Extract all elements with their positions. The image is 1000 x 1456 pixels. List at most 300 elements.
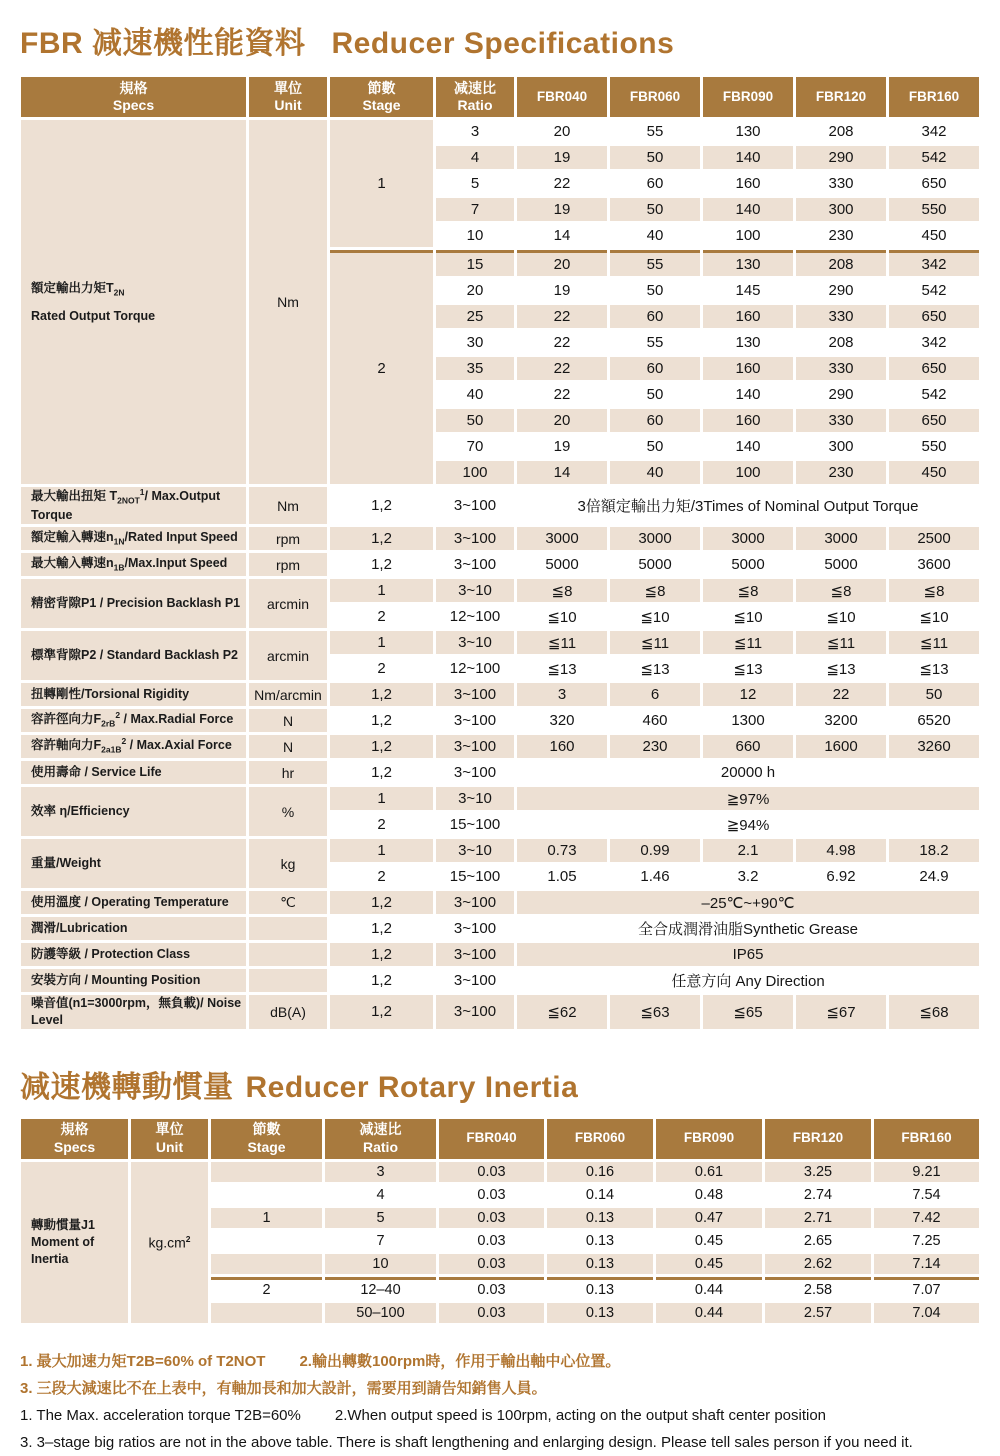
- page-title-inertia-en: Reducer Rotary Inertia: [245, 1070, 579, 1104]
- value-cell: 0.61: [656, 1162, 762, 1182]
- value-cell: 50: [610, 146, 700, 169]
- unit-cell: rpm: [249, 553, 327, 576]
- spec-label-max-axial-force: 容許軸向力$F_{2a1B}^2$ / Max.Axial Force: [21, 735, 246, 758]
- value-cell: 290: [796, 146, 886, 169]
- column-header-specs: 規格 Specs: [21, 77, 246, 117]
- value-cell: 19: [517, 279, 607, 302]
- page-title-specs-zh: FBR 减速機性能資料: [20, 27, 306, 60]
- table-row: [21, 891, 979, 914]
- value-cell: 140: [703, 435, 793, 458]
- value-cell: 0.13: [547, 1277, 653, 1300]
- unit-cell: Nm: [249, 487, 327, 524]
- value-cell: 12: [703, 683, 793, 706]
- ratio-cell: 3~100: [436, 709, 514, 732]
- unit-cell: rpm: [249, 527, 327, 550]
- value-cell: 330: [796, 172, 886, 195]
- ratio-cell: 3: [436, 120, 514, 143]
- value-cell: 290: [796, 279, 886, 302]
- ratio-cell: 12–40: [325, 1277, 436, 1300]
- spec-label-protection-class: 防護等級 / Protection Class: [21, 943, 246, 966]
- ratio-cell: 5: [436, 172, 514, 195]
- value-cell: 208: [796, 250, 886, 276]
- merged-value-cell: 20000 h: [517, 761, 979, 784]
- column-header-stage: 節數 Stage: [330, 77, 433, 117]
- spec-label-standard-backlash: 標準背隙P2 / Standard Backlash P2: [21, 631, 246, 680]
- value-cell: 14: [517, 461, 607, 484]
- unit-cell: Nm/arcmin: [249, 683, 327, 706]
- stage-cell: 1,2: [330, 709, 433, 732]
- value-cell: 0.45: [656, 1254, 762, 1274]
- ratio-cell: 15~100: [436, 865, 514, 888]
- unit-cell: [249, 917, 327, 940]
- value-cell: 0.16: [547, 1162, 653, 1182]
- stage-cell: 2: [330, 865, 433, 888]
- value-cell: 300: [796, 435, 886, 458]
- ratio-cell: 4: [436, 146, 514, 169]
- value-cell: 300: [796, 198, 886, 221]
- value-cell: 0.03: [439, 1277, 544, 1300]
- value-cell: 14: [517, 224, 607, 247]
- value-cell: 3200: [796, 709, 886, 732]
- value-cell: 230: [796, 461, 886, 484]
- value-cell: ≦67: [796, 995, 886, 1029]
- page-title-inertia: [20, 1062, 982, 1106]
- value-cell: 145: [703, 279, 793, 302]
- table-row: [21, 735, 979, 758]
- stage-cell: 1: [330, 120, 433, 247]
- model-header-fbr120: FBR120: [796, 77, 886, 117]
- value-cell: 2.65: [765, 1231, 871, 1251]
- value-cell: ≦10: [610, 605, 700, 628]
- stage-cell: 2: [330, 250, 433, 484]
- ratio-cell: 3~10: [436, 631, 514, 654]
- column-header-unit: 單位 Unit: [249, 77, 327, 117]
- value-cell: 2.57: [765, 1303, 871, 1323]
- column-header-stage: 節數 Stage: [211, 1119, 322, 1159]
- stage-cell: 1,2: [330, 487, 433, 524]
- table-row: [21, 120, 979, 143]
- ratio-cell: 15~100: [436, 813, 514, 836]
- value-cell: 0.03: [439, 1162, 544, 1182]
- value-cell: 660: [703, 735, 793, 758]
- footnote-zh-2: 3. 三段大減速比不在上表中，有軸加長和加大設計，需要用到請告知銷售人員。: [20, 1379, 547, 1397]
- value-cell: 0.13: [547, 1254, 653, 1274]
- value-cell: 7.04: [874, 1303, 979, 1323]
- stage-cell: 1: [211, 1208, 322, 1228]
- reducer-specifications-table: [18, 74, 982, 1032]
- table-row: [21, 761, 979, 784]
- value-cell: 7.14: [874, 1254, 979, 1274]
- stage-cell: 2: [330, 813, 433, 836]
- table-row: [21, 709, 979, 732]
- value-cell: 0.73: [517, 839, 607, 862]
- stage-cell: 1,2: [330, 553, 433, 576]
- ratio-cell: 3~10: [436, 579, 514, 602]
- value-cell: 1.05: [517, 865, 607, 888]
- value-cell: ≦10: [517, 605, 607, 628]
- table-row: [21, 917, 979, 940]
- page-title-specifications: [20, 18, 982, 62]
- page-title-specs-en: Reducer Specifications: [331, 27, 675, 60]
- value-cell: 140: [703, 146, 793, 169]
- value-cell: 160: [703, 305, 793, 328]
- ratio-cell: 3~10: [436, 787, 514, 810]
- ratio-cell: 3~100: [436, 969, 514, 992]
- value-cell: 160: [703, 172, 793, 195]
- ratio-cell: 100: [436, 461, 514, 484]
- value-cell: ≦63: [610, 995, 700, 1029]
- table-row: [21, 787, 979, 810]
- value-cell: 0.03: [439, 1254, 544, 1274]
- value-cell: 3.25: [765, 1162, 871, 1182]
- value-cell: ≦65: [703, 995, 793, 1029]
- stage-cell: 1: [330, 579, 433, 602]
- value-cell: ≦8: [517, 579, 607, 602]
- value-cell: 50: [610, 435, 700, 458]
- value-cell: ≦13: [703, 657, 793, 680]
- value-cell: 3000: [796, 527, 886, 550]
- value-cell: 650: [889, 357, 979, 380]
- spec-label-max-output-torque: 最大輸出扭矩 $T_{2NOT}^1/$ Max.Output Torque: [21, 487, 246, 524]
- footnote-en-1: 1. The Max. acceleration torque T2B=60% 2.When output speed is 100rpm, acting on the output shaft center position: [20, 1406, 827, 1424]
- spec-label-efficiency: 效率 η/Efficiency: [21, 787, 246, 836]
- value-cell: ≦8: [610, 579, 700, 602]
- value-cell: 50: [610, 198, 700, 221]
- ratio-cell: 3~100: [436, 527, 514, 550]
- table-row: [21, 553, 979, 576]
- spec-label-max-radial-force: 容許徑向力$F_{2rB}^2$ / Max.Radial Force: [21, 709, 246, 732]
- value-cell: 7.07: [874, 1277, 979, 1300]
- table-row: [21, 487, 979, 524]
- value-cell: 0.44: [656, 1277, 762, 1300]
- ratio-cell: 20: [436, 279, 514, 302]
- page-title-inertia-zh: 减速機轉動慣量: [20, 1070, 234, 1104]
- stage-cell: 1,2: [330, 969, 433, 992]
- value-cell: 2500: [889, 527, 979, 550]
- value-cell: 130: [703, 331, 793, 354]
- ratio-cell: 3~100: [436, 683, 514, 706]
- ratio-cell: 35: [436, 357, 514, 380]
- value-cell: 542: [889, 279, 979, 302]
- value-cell: ≦8: [889, 579, 979, 602]
- value-cell: 1.46: [610, 865, 700, 888]
- unit-cell: [249, 969, 327, 992]
- value-cell: 230: [796, 224, 886, 247]
- ratio-cell: 3~100: [436, 761, 514, 784]
- ratio-cell: 50: [436, 409, 514, 432]
- spec-label-max-input-speed: 最大輸入轉速$n_{1B}/Max.Input$ Speed: [21, 553, 246, 576]
- value-cell: 140: [703, 383, 793, 406]
- value-cell: 19: [517, 146, 607, 169]
- ratio-cell: 12~100: [436, 605, 514, 628]
- ratio-cell: 3~100: [436, 487, 514, 524]
- stage-cell: [211, 1231, 322, 1251]
- stage-cell: 2: [330, 605, 433, 628]
- value-cell: 342: [889, 250, 979, 276]
- value-cell: 3000: [517, 527, 607, 550]
- ratio-cell: 3: [325, 1162, 436, 1182]
- value-cell: 19: [517, 198, 607, 221]
- model-header-fbr060: FBR060: [547, 1119, 653, 1159]
- value-cell: 22: [517, 172, 607, 195]
- value-cell: 0.48: [656, 1185, 762, 1205]
- value-cell: 160: [703, 409, 793, 432]
- value-cell: 290: [796, 383, 886, 406]
- unit-cell: hr: [249, 761, 327, 784]
- unit-cell: N: [249, 709, 327, 732]
- value-cell: ≦8: [796, 579, 886, 602]
- spec-label-operating-temperature: 使用溫度 / Operating Temperature: [21, 891, 246, 914]
- stage-cell: [211, 1303, 322, 1323]
- value-cell: 50: [610, 383, 700, 406]
- table-row: [21, 527, 979, 550]
- value-cell: 450: [889, 224, 979, 247]
- value-cell: ≦13: [889, 657, 979, 680]
- value-cell: 320: [517, 709, 607, 732]
- unit-cell: arcmin: [249, 579, 327, 628]
- value-cell: 22: [796, 683, 886, 706]
- column-header-ratio: 减速比 Ratio: [325, 1119, 436, 1159]
- value-cell: 3260: [889, 735, 979, 758]
- value-cell: 22: [517, 357, 607, 380]
- unit-cell: ℃: [249, 891, 327, 914]
- value-cell: 0.99: [610, 839, 700, 862]
- stage-cell: 1: [330, 631, 433, 654]
- ratio-cell: 3~100: [436, 891, 514, 914]
- stage-cell: [211, 1254, 322, 1274]
- value-cell: ≦11: [889, 631, 979, 654]
- ratio-cell: 3~100: [436, 995, 514, 1029]
- stage-cell: 1,2: [330, 917, 433, 940]
- table-row: [21, 683, 979, 706]
- value-cell: 208: [796, 331, 886, 354]
- value-cell: 342: [889, 331, 979, 354]
- value-cell: 20: [517, 120, 607, 143]
- merged-value-cell: ≧94%: [517, 813, 979, 836]
- unit-cell: Nm: [249, 120, 327, 484]
- value-cell: 6.92: [796, 865, 886, 888]
- value-cell: 160: [703, 357, 793, 380]
- value-cell: 650: [889, 305, 979, 328]
- spec-label-precision-backlash: 精密背隙P1 / Precision Backlash P1: [21, 579, 246, 628]
- ratio-cell: 70: [436, 435, 514, 458]
- value-cell: 4.98: [796, 839, 886, 862]
- table-header-row: [21, 77, 979, 117]
- value-cell: 140: [703, 198, 793, 221]
- value-cell: 0.44: [656, 1303, 762, 1323]
- table-header-row: [21, 1119, 979, 1159]
- ratio-cell: 3~100: [436, 735, 514, 758]
- value-cell: 19: [517, 435, 607, 458]
- ratio-cell: 10: [436, 224, 514, 247]
- value-cell: 60: [610, 305, 700, 328]
- value-cell: 7.54: [874, 1185, 979, 1205]
- value-cell: 20: [517, 250, 607, 276]
- spec-label-rated-output-torque: 額定輸出力矩$T_{2N}$ Rated Output Torque: [21, 120, 246, 484]
- column-header-unit: 單位 Unit: [131, 1119, 208, 1159]
- value-cell: 24.9: [889, 865, 979, 888]
- merged-value-cell: 任意方向 Any Direction: [517, 969, 979, 992]
- spec-label-lubrication: 潤滑/Lubrication: [21, 917, 246, 940]
- value-cell: 650: [889, 172, 979, 195]
- value-cell: ≦13: [517, 657, 607, 680]
- ratio-cell: 3~10: [436, 839, 514, 862]
- value-cell: 60: [610, 357, 700, 380]
- ratio-cell: 3~100: [436, 553, 514, 576]
- value-cell: 2.62: [765, 1254, 871, 1274]
- value-cell: 55: [610, 250, 700, 276]
- stage-cell: 1: [330, 839, 433, 862]
- merged-value-cell: –25℃~+90℃: [517, 891, 979, 914]
- spec-label-torsional-rigidity: 扭轉剛性/Torsional Rigidity: [21, 683, 246, 706]
- value-cell: ≦10: [703, 605, 793, 628]
- unit-cell: kg: [249, 839, 327, 888]
- unit-cell: arcmin: [249, 631, 327, 680]
- table-row: [21, 995, 979, 1029]
- stage-cell: 2: [211, 1277, 322, 1300]
- stage-cell: 2: [330, 657, 433, 680]
- value-cell: 6: [610, 683, 700, 706]
- stage-cell: [211, 1185, 322, 1205]
- value-cell: 40: [610, 461, 700, 484]
- value-cell: 1600: [796, 735, 886, 758]
- value-cell: 230: [610, 735, 700, 758]
- ratio-cell: 10: [325, 1254, 436, 1274]
- value-cell: 0.13: [547, 1231, 653, 1251]
- table-row: [21, 631, 979, 654]
- value-cell: 1300: [703, 709, 793, 732]
- ratio-cell: 40: [436, 383, 514, 406]
- value-cell: ≦13: [610, 657, 700, 680]
- value-cell: 100: [703, 461, 793, 484]
- value-cell: 0.03: [439, 1231, 544, 1251]
- value-cell: 130: [703, 250, 793, 276]
- value-cell: 650: [889, 409, 979, 432]
- model-header-fbr090: FBR090: [703, 77, 793, 117]
- value-cell: 3600: [889, 553, 979, 576]
- table-row: [21, 839, 979, 862]
- value-cell: 208: [796, 120, 886, 143]
- model-header-fbr160: FBR160: [889, 77, 979, 117]
- column-header-specs: 規格 Specs: [21, 1119, 128, 1159]
- merged-value-cell: IP65: [517, 943, 979, 966]
- stage-cell: 1,2: [330, 527, 433, 550]
- value-cell: 2.1: [703, 839, 793, 862]
- value-cell: 18.2: [889, 839, 979, 862]
- value-cell: 0.13: [547, 1303, 653, 1323]
- value-cell: 100: [703, 224, 793, 247]
- ratio-cell: 7: [436, 198, 514, 221]
- value-cell: ≦11: [796, 631, 886, 654]
- merged-value-cell: ≧97%: [517, 787, 979, 810]
- spec-label-moment-of-inertia: 轉動慣量J1 Moment of Inertia: [21, 1162, 128, 1323]
- footnotes: [20, 1348, 982, 1456]
- value-cell: ≦62: [517, 995, 607, 1029]
- model-header-fbr040: FBR040: [439, 1119, 544, 1159]
- table-row: [21, 1162, 979, 1182]
- stage-cell: 1,2: [330, 891, 433, 914]
- value-cell: ≦11: [517, 631, 607, 654]
- value-cell: ≦13: [796, 657, 886, 680]
- value-cell: 0.03: [439, 1303, 544, 1323]
- value-cell: 40: [610, 224, 700, 247]
- ratio-cell: 15: [436, 250, 514, 276]
- value-cell: 5000: [703, 553, 793, 576]
- model-header-fbr120: FBR120: [765, 1119, 871, 1159]
- spec-label-weight: 重量/Weight: [21, 839, 246, 888]
- value-cell: 3000: [610, 527, 700, 550]
- model-header-fbr040: FBR040: [517, 77, 607, 117]
- value-cell: 0.14: [547, 1185, 653, 1205]
- ratio-cell: 3~100: [436, 943, 514, 966]
- unit-cell: N: [249, 735, 327, 758]
- ratio-cell: 7: [325, 1231, 436, 1251]
- footnote-zh-1: 1. 最大加速力矩T2B=60% of T2NOT 2.輸出轉數100rpm時，作用于輸出軸中心位置。: [20, 1352, 621, 1370]
- value-cell: 0.13: [547, 1208, 653, 1228]
- ratio-cell: 30: [436, 331, 514, 354]
- value-cell: 22: [517, 305, 607, 328]
- value-cell: 130: [703, 120, 793, 143]
- table-row: [21, 969, 979, 992]
- ratio-cell: 5: [325, 1208, 436, 1228]
- stage-cell: [211, 1162, 322, 1182]
- model-header-fbr060: FBR060: [610, 77, 700, 117]
- value-cell: 7.25: [874, 1231, 979, 1251]
- spec-label-rated-input-speed: 額定輸入轉速$n_{1N}$/Rated Input Speed: [21, 527, 246, 550]
- unit-cell: $kg.cm^2$: [131, 1162, 208, 1323]
- stage-cell: 1,2: [330, 943, 433, 966]
- value-cell: 9.21: [874, 1162, 979, 1182]
- value-cell: 2.74: [765, 1185, 871, 1205]
- value-cell: 60: [610, 172, 700, 195]
- value-cell: 450: [889, 461, 979, 484]
- value-cell: 330: [796, 357, 886, 380]
- value-cell: 3000: [703, 527, 793, 550]
- unit-cell: [249, 943, 327, 966]
- stage-cell: 1,2: [330, 735, 433, 758]
- value-cell: 60: [610, 409, 700, 432]
- unit-cell: dB(A): [249, 995, 327, 1029]
- value-cell: 20: [517, 409, 607, 432]
- model-header-fbr090: FBR090: [656, 1119, 762, 1159]
- rotary-inertia-table: [18, 1116, 982, 1326]
- value-cell: 2.58: [765, 1277, 871, 1300]
- value-cell: 2.71: [765, 1208, 871, 1228]
- value-cell: 0.45: [656, 1231, 762, 1251]
- spec-label-noise-level: 噪音值(n1=3000rpm，無負載)/ Noise Level: [21, 995, 246, 1029]
- value-cell: ≦8: [703, 579, 793, 602]
- value-cell: 542: [889, 146, 979, 169]
- value-cell: 55: [610, 120, 700, 143]
- value-cell: ≦11: [610, 631, 700, 654]
- value-cell: 5000: [610, 553, 700, 576]
- value-cell: 0.47: [656, 1208, 762, 1228]
- table-row: [21, 943, 979, 966]
- value-cell: 50: [889, 683, 979, 706]
- spec-label-mounting-position: 安裝方向 / Mounting Position: [21, 969, 246, 992]
- value-cell: ≦68: [889, 995, 979, 1029]
- value-cell: 5000: [796, 553, 886, 576]
- spec-label-service-life: 使用壽命 / Service Life: [21, 761, 246, 784]
- value-cell: 542: [889, 383, 979, 406]
- footnote-en-2: 3. 3–stage big ratios are not in the above table. There is shaft lengthening and enlarging design. Please tell sales person if you need it.: [20, 1433, 913, 1451]
- stage-cell: 1,2: [330, 683, 433, 706]
- value-cell: 3.2: [703, 865, 793, 888]
- value-cell: 55: [610, 331, 700, 354]
- merged-value-cell: 3倍額定輸出力矩/3Times of Nominal Output Torque: [517, 487, 979, 524]
- value-cell: 0.03: [439, 1208, 544, 1228]
- value-cell: 160: [517, 735, 607, 758]
